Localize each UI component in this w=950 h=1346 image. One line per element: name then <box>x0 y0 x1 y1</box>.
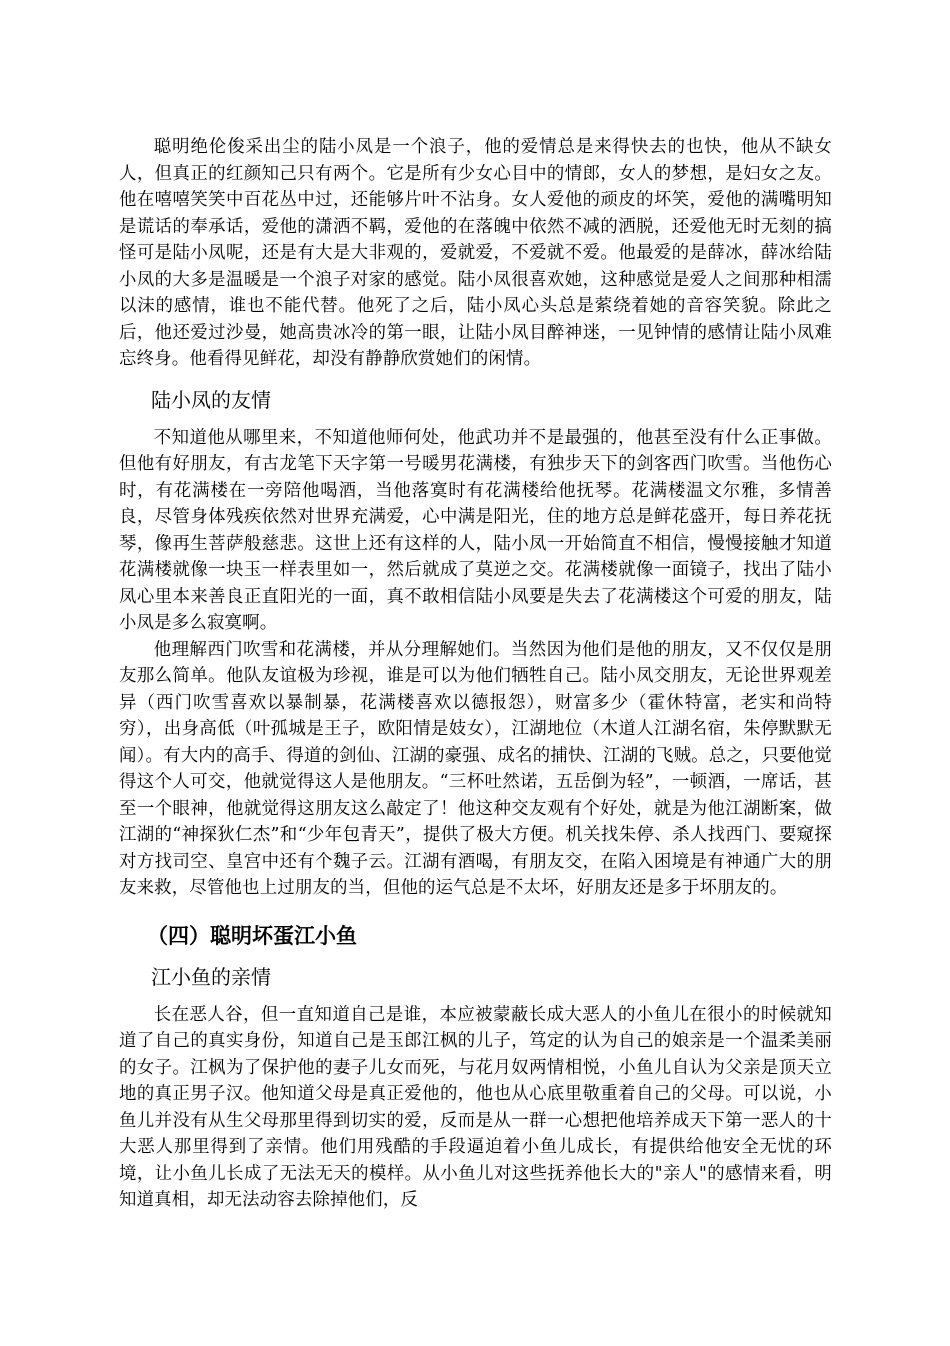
section-title-jiang-xiaoyu: （四）聪明坏蛋江小鱼 <box>147 923 357 948</box>
heading-jiang-xiaoyu-family: 江小鱼的亲情 <box>151 964 271 989</box>
paragraph-jiang-xiaoyu-family: 长在恶人谷，但一直知道自己是谁，本应被蒙蔽长成大恶人的小鱼儿在很小的时候就知道了自己的真实身份，知道自己是玉郎江枫的儿子，笃定的认为自己的娘亲是一个温柔美丽的女子。江枫为了保护他的妻子儿女而死，与花月奴两情相悦，小鱼儿自认为父亲是顶天立地的真正男子汉。他知道父母是真正爱他的，他也从心底里敬重着自己的父母。可以说，小鱼儿并没有从生父母那里得到切实的爱，反而是从一群一心想把他培养成天下第一恶人的十大恶人那里得到了亲情。他们用残酷的手段逼迫着小鱼儿成长，有提供给他安全无忧的环境，让小鱼儿长成了无法无天的模样。从小鱼儿对这些抚养他长大的"亲人"的感情来看，明知道真相，却无法动容去除掉他们，反 <box>119 1004 832 1210</box>
paragraph-lu-xiaofeng-friends-2: 他理解西门吹雪和花满楼，并从分理解她们。当然因为他们是他的朋友，又不仅仅是朋友那么简单。他队友谊极为珍视，谁是可以为他们牺牲自己。陆小凤交朋友，无论世界观差异（西门吹雪喜欢以暴制暴，花满楼喜欢以德报怨），财富多少（霍休特富，老实和尚特穷），出身高低（叶孤城是王子，欧阳情是妓女），江湖地位（木道人江湖名宿，朱停默默无闻）。有大内的高手、得道的剑仙、江湖的豪强、成名的捕快、江湖的飞贼。总之，只要他觉得这个人可交，他就觉得这人是他朋友。“三杯吐然诺，五岳倒为轻”，一顿酒，一席话，甚至一个眼神，他就觉得这朋友这么敲定了！他这种交友观有个好处，就是为他江湖断案，做江湖的“神探狄仁杰”和“少年包青天”，提供了极大方便。机关找朱停、杀人找西门、要窥探对方找司空、皇宫中还有个魏子云。江湖有酒喝，有朋友交，在陷入困境是有神通广大的朋友来救，尽管他也上过朋友的当，但他的运气总是不太坏，好朋友还是多于坏朋友的。 <box>119 639 832 898</box>
paragraph-lu-xiaofeng-friends-1: 不知道他从哪里来，不知道他师何处，他武功并不是最强的，他甚至没有什么正事做。但他有好朋友，有古龙笔下天字第一号暖男花满楼，有独步天下的剑客西门吹雪。当他伤心时，有花满楼在一旁陪他喝酒，当他落寞时有花满楼给他抚琴。花满楼温文尔雅，多情善良，尽管身体残疾依然对世界充满爱，心中满是阳光，住的地方总是鲜花盛开，每日养花抚琴，像再生菩萨般慈悲。这世上还有这样的人，陆小凤一开始简直不相信，慢慢接触才知道花满楼就像一块玉一样表里如一，然后就成了莫逆之交。花满楼就像一面镜子，找出了陆小凤心里本来善良正直阳光的一面，真不敢相信陆小凤要是失去了花满楼这个可爱的朋友，陆小凤是多么寂寞啊。 <box>119 427 832 633</box>
heading-lu-xiaofeng-friendship: 陆小凤的友情 <box>151 387 271 412</box>
paragraph-lu-xiaofeng-love: 聪明绝伦俊采出尘的陆小凤是一个浪子，他的爱情总是来得快去的也快，他从不缺女人，但真正的红颜知己只有两个。它是所有少女心目中的情郎，女人的梦想，是妇女之友。他在嘻嘻笑笑中百花丛中过，还能够片叶不沾身。女人爱他的顽皮的坏笑，爱他的满嘴明知是谎话的奉承话，爱他的潇洒不羁，爱他的在落魄中依然不减的洒脱，还爱他无时无刻的搞怪可是陆小凤呢，还是有大是大非观的，爱就爱，不爱就不爱。他最爱的是薛冰，薛冰给陆小凤的大多是温暖是一个浪子对家的感觉。陆小凤很喜欢她，这种感觉是爱人之间那种相濡以沫的感情，谁也不能代替。他死了之后，陆小凤心头总是萦绕着她的音容笑貌。除此之后，他还爱过沙曼，她高贵冰冷的第一眼，让陆小凤目醉神迷，一见钟情的感情让陆小凤难忘终身。他看得见鲜花，却没有静静欣赏她们的闲情。 <box>119 137 832 369</box>
